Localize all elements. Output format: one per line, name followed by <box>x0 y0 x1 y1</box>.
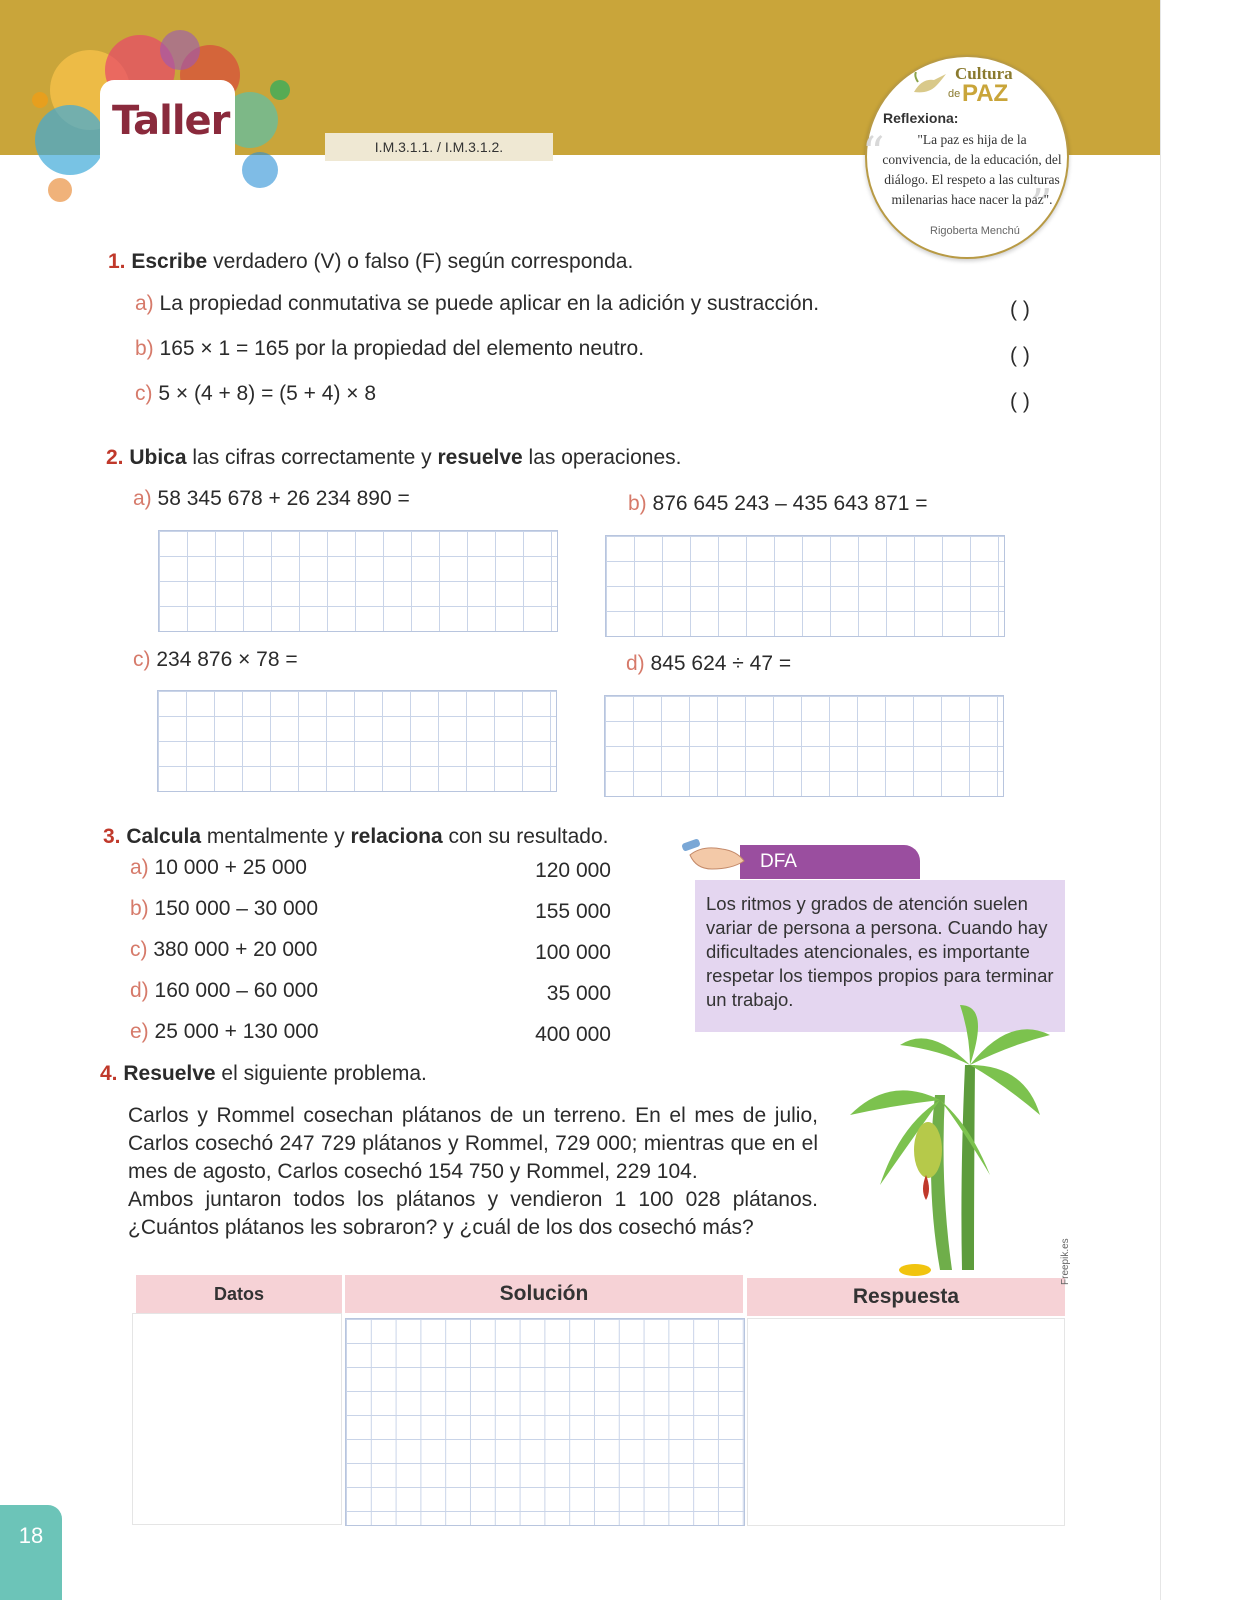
dfa-tab: DFA <box>740 845 920 879</box>
ex1-item <box>135 337 644 361</box>
item-text: La propiedad conmutativa se puede aplicar en la adición y sustracción. <box>159 292 820 315</box>
page-title: Taller <box>112 98 230 144</box>
answer-grid[interactable] <box>605 535 1005 637</box>
result-item[interactable]: 400 000 <box>535 1023 611 1046</box>
answer-paren[interactable]: ( ) <box>1010 390 1030 413</box>
ex2-instruction: las cifras correctamente y <box>186 446 438 469</box>
dfa-text: Los ritmos y grados de atención suelen variar de persona a persona. Cuando hay dificultades atencionales, es importante respetar los tiempos propios para terminar un trabajo. <box>706 893 1054 1010</box>
op-letter: a) <box>133 487 152 510</box>
ex4-number: 4. <box>100 1062 118 1085</box>
expression-item[interactable] <box>130 1020 319 1044</box>
problem-text <box>128 1102 818 1242</box>
expr-letter: e) <box>130 1020 149 1043</box>
problem-line: Ambos juntaron todos los plátanos y vendieron 1 100 028 plátanos. <box>128 1188 818 1211</box>
ex3-verb1: Calcula <box>126 825 202 848</box>
op-text: 876 645 243 – 435 643 871 = <box>652 492 928 515</box>
ex1-number: 1. <box>108 250 126 273</box>
close-quote-icon: ” <box>1030 180 1053 231</box>
datos-cell[interactable] <box>132 1313 342 1525</box>
ex4-heading <box>100 1062 427 1086</box>
respuesta-header: Respuesta <box>747 1278 1065 1316</box>
reflexiona-label: Reflexiona: <box>883 110 959 126</box>
result-item[interactable]: 120 000 <box>535 859 611 882</box>
operation-label <box>133 648 298 672</box>
paz-quote: "La paz es hija de la convivencia, de la educación, del diálogo. El respeto a las culturas milenarias hace nacer la paz". <box>882 132 1062 207</box>
expression-item[interactable] <box>130 897 318 921</box>
dove-icon <box>912 72 948 98</box>
expr-text: 25 000 + 130 000 <box>154 1020 319 1043</box>
page-number: 18 <box>0 1505 62 1600</box>
answer-grid[interactable] <box>157 690 557 792</box>
palm-tree-icon <box>840 1005 1055 1280</box>
ex3-instruction-end: con su resultado. <box>442 825 609 848</box>
datos-header: Datos <box>136 1275 342 1313</box>
hand-icon <box>682 835 752 879</box>
op-letter: c) <box>133 648 151 671</box>
ex4-instruction: el siguiente problema. <box>215 1062 427 1085</box>
result-item[interactable]: 155 000 <box>535 900 611 923</box>
op-letter: b) <box>628 492 647 515</box>
op-text: 234 876 × 78 = <box>156 648 298 671</box>
cultura-label: Cultura <box>955 64 1013 83</box>
operation-label <box>628 492 928 516</box>
open-quote-icon: “ <box>862 128 885 179</box>
op-letter: d) <box>626 652 645 675</box>
item-letter: b) <box>135 337 154 360</box>
quote-author: Rigoberta Menchú <box>930 225 1020 237</box>
op-text: 845 624 ÷ 47 = <box>650 652 792 675</box>
expr-letter: c) <box>130 938 148 961</box>
expr-letter: a) <box>130 856 149 879</box>
problem-line: ¿Cuántos plátanos les sobraron? y ¿cuál de los dos cosechó más? <box>128 1216 754 1239</box>
item-letter: c) <box>135 382 153 405</box>
respuesta-cell[interactable] <box>747 1318 1065 1526</box>
ex1-item <box>135 382 376 406</box>
image-credit: Freepik.es <box>1060 1238 1071 1285</box>
answer-paren[interactable]: ( ) <box>1010 344 1030 367</box>
expression-item[interactable] <box>130 979 318 1003</box>
page-edge <box>1160 0 1236 1600</box>
ex1-instruction: verdadero (V) o falso (F) según corresponda. <box>207 250 634 273</box>
problem-line: Carlos cosechó 247 729 plátanos y Rommel, 729 000; mientras que en el <box>128 1132 818 1155</box>
answer-paren[interactable]: ( ) <box>1010 298 1030 321</box>
ex1-verb: Escribe <box>131 250 208 273</box>
expr-text: 150 000 – 30 000 <box>154 897 319 920</box>
ex1-item <box>135 292 819 316</box>
ex2-number: 2. <box>106 446 124 469</box>
expression-item[interactable] <box>130 938 317 962</box>
ex2-heading <box>106 446 681 470</box>
expr-text: 380 000 + 20 000 <box>153 938 318 961</box>
ex4-verb: Resuelve <box>123 1062 216 1085</box>
ex3-instruction: mentalmente y <box>201 825 351 848</box>
solucion-header: Solución <box>345 1275 743 1313</box>
result-item[interactable]: 100 000 <box>535 941 611 964</box>
problem-line: Carlos y Rommel cosechan plátanos de un terreno. En el mes de julio, <box>128 1104 818 1127</box>
ex3-number: 3. <box>103 825 121 848</box>
operation-label <box>626 652 791 676</box>
answer-grid[interactable] <box>604 695 1004 797</box>
ex3-verb2: relaciona <box>350 825 443 848</box>
problem-line: mes de agosto, Carlos cosechó 154 750 y Rommel, 229 104. <box>128 1160 698 1183</box>
ex2-instruction-end: las operaciones. <box>522 446 682 469</box>
ex1-heading <box>108 250 633 274</box>
result-item[interactable]: 35 000 <box>546 982 611 1005</box>
expr-letter: b) <box>130 897 149 920</box>
expr-text: 160 000 – 60 000 <box>154 979 319 1002</box>
item-text: 165 × 1 = 165 por la propiedad del elemento neutro. <box>159 337 645 360</box>
ex2-verb1: Ubica <box>129 446 187 469</box>
expr-text: 10 000 + 25 000 <box>154 856 307 879</box>
solucion-grid[interactable] <box>345 1318 745 1526</box>
answer-grid[interactable] <box>158 530 558 632</box>
item-letter: a) <box>135 292 154 315</box>
item-text: 5 × (4 + 8) = (5 + 4) × 8 <box>158 382 377 405</box>
expression-item[interactable] <box>130 856 307 880</box>
de-label: de <box>948 88 961 100</box>
ex2-verb2: resuelve <box>437 446 523 469</box>
expr-letter: d) <box>130 979 149 1002</box>
paz-label: PAZ <box>962 80 1009 107</box>
op-text: 58 345 678 + 26 234 890 = <box>157 487 410 510</box>
skill-code: I.M.3.1.1. / I.M.3.1.2. <box>325 133 553 161</box>
operation-label <box>133 487 410 511</box>
ex3-heading <box>103 825 608 849</box>
